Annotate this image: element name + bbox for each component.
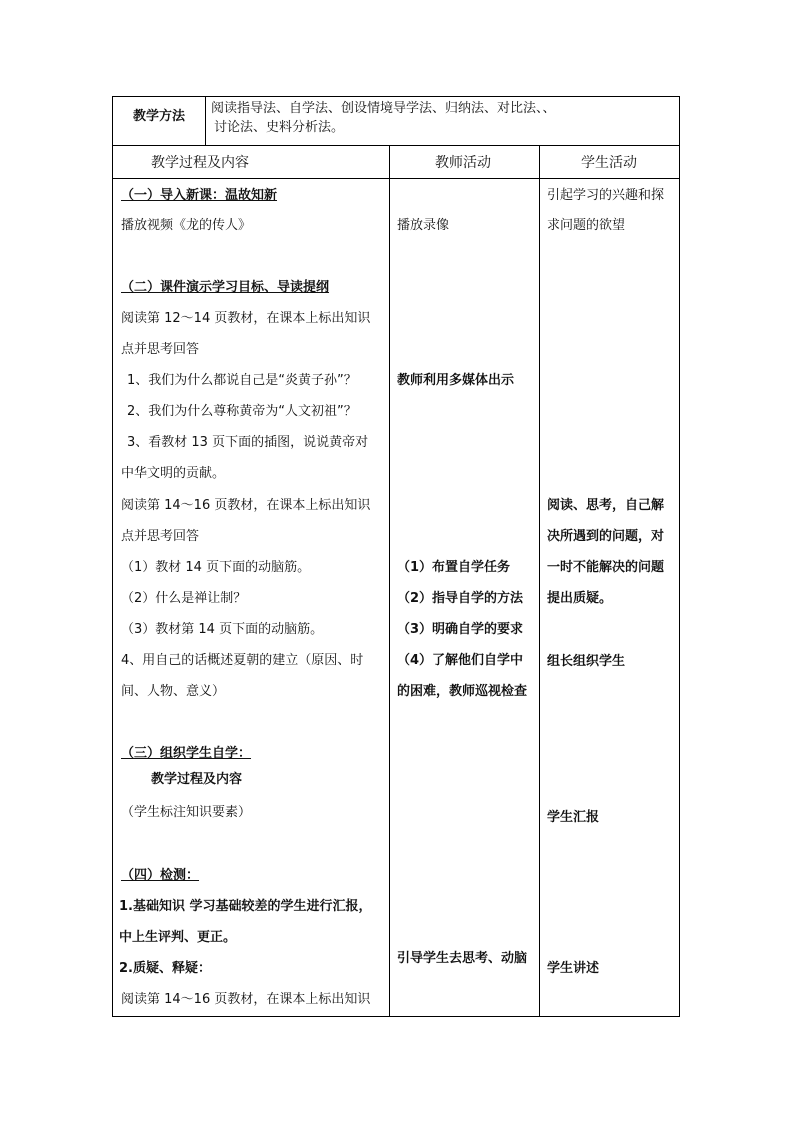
process-question: 4、用自己的话概述夏朝的建立（原因、时 [121, 653, 364, 668]
process-text: 中华文明的贡献。 [121, 466, 226, 481]
process-text: 点并思考回答 [121, 529, 200, 544]
teacher-activity: 教师利用多媒体出示 [397, 373, 515, 388]
section-heading-check: （四）检测： [121, 868, 200, 883]
teaching-method-label: 教学方法 [113, 97, 206, 145]
process-question: 3、看教材 13 页下面的插图，说说黄帝对 [127, 435, 369, 450]
student-activity: 学生讲述 [547, 961, 600, 976]
column-divider [389, 146, 390, 1016]
teaching-method-line: 阅读指导法、自学法、创设情境导学法、归纳法、对比法、、 [211, 101, 556, 116]
process-text: 播放视频《龙的传人》 [121, 218, 252, 233]
teaching-method-table [112, 96, 680, 146]
section-heading-intro: （一）导入新课：温故知新 [121, 188, 278, 203]
teacher-activity: （1）布置自学任务 [397, 560, 511, 575]
section-heading-goals: （二）课件演示学习目标、导读提纲 [121, 280, 330, 295]
student-activity: 阅读、思考，自己解 [547, 498, 665, 513]
process-text: 阅读第 14～16 页教材，在课本上标出知识 [121, 992, 371, 1007]
teacher-activity: 播放录像 [397, 218, 450, 233]
process-text: 间、人物、意义） [121, 684, 226, 699]
process-text: 点并思考回答 [121, 342, 200, 357]
student-activity: 求问题的欲望 [547, 218, 626, 233]
teacher-activity: （4）了解他们自学中 [397, 653, 524, 668]
teacher-activity: （3）明确自学的要求 [397, 622, 524, 637]
column-divider [539, 146, 540, 1016]
header-student: 学生活动 [581, 155, 637, 171]
student-activity: 决所遇到的问题，对 [547, 529, 665, 544]
process-text: 中上生评判、更正。 [119, 930, 237, 945]
process-subheading: 教学过程及内容 [151, 772, 243, 787]
process-question: 1、我们为什么都说自己是“炎黄子孙”？ [127, 373, 357, 388]
student-activity: 提出质疑。 [547, 591, 613, 606]
process-question: 2、我们为什么尊称黄帝为“人文初祖”？ [127, 404, 357, 419]
process-question: （2）什么是禅让制？ [121, 591, 247, 606]
section-heading-self-study: （三）组织学生自学： [121, 746, 252, 761]
teacher-activity: 引导学生去思考、动脑 [397, 951, 528, 966]
lesson-process-table [112, 146, 680, 1017]
process-text: （学生标注知识要素） [121, 805, 252, 820]
teacher-activity: （2）指导自学的方法 [397, 591, 524, 606]
teaching-method-line: 讨论法、史料分析法。 [214, 120, 345, 135]
teacher-activity: 的困难，教师巡视检查 [397, 684, 528, 699]
process-text: 1.基础知识 学习基础较差的学生进行汇报， [119, 899, 372, 914]
header-divider [113, 178, 679, 179]
process-text: 2.质疑、释疑： [119, 961, 211, 976]
process-text: 阅读第 14～16 页教材，在课本上标出知识 [121, 498, 371, 513]
student-activity: 引起学习的兴趣和探 [547, 188, 665, 203]
student-activity: 学生汇报 [547, 810, 600, 825]
process-question: （3）教材第 14 页下面的动脑筋。 [121, 622, 324, 637]
student-activity: 组长组织学生 [547, 654, 626, 669]
teaching-method-content [206, 97, 679, 145]
header-teacher: 教师活动 [435, 155, 491, 171]
process-text: 阅读第 12～14 页教材，在课本上标出知识 [121, 311, 371, 326]
header-process: 教学过程及内容 [151, 155, 249, 171]
student-activity: 一时不能解决的问题 [547, 560, 665, 575]
process-question: （1）教材 14 页下面的动脑筋。 [121, 560, 311, 575]
